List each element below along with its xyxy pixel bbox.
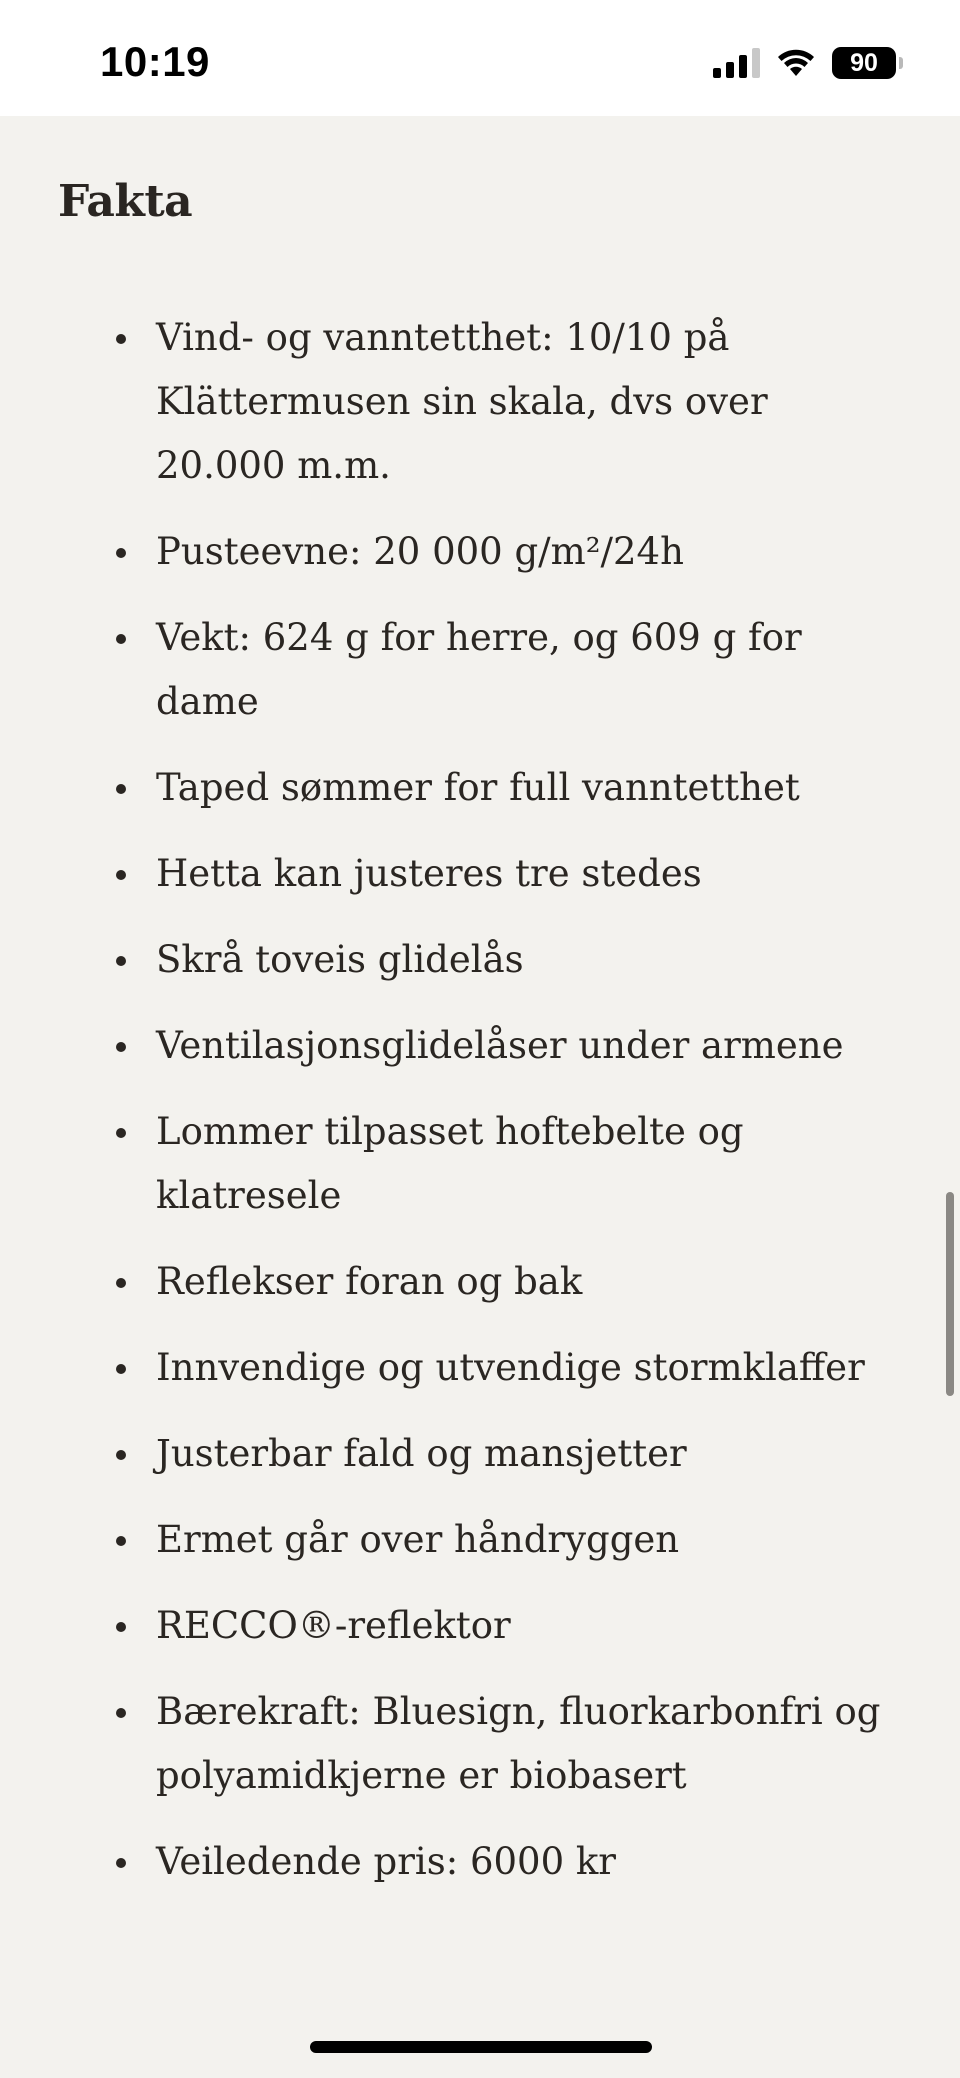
fact-text: Vind- og vanntetthet: 10/10 på Klättermusen sin skala, dvs over 20.000 m.m. (156, 316, 768, 487)
fact-text: Innvendige og utvendige stormklaffer (156, 1346, 865, 1389)
bullet-icon (116, 1622, 126, 1632)
fact-text: Veiledende pris: 6000 kr (156, 1840, 616, 1883)
fact-list-item (116, 1250, 896, 1314)
bullet-icon (116, 956, 126, 966)
status-time: 10:19 (100, 38, 210, 85)
fact-list-item (116, 1594, 896, 1658)
signal-icon (713, 48, 760, 78)
fact-text: Reflekser foran og bak (156, 1260, 583, 1303)
section-title: Fakta (58, 176, 193, 227)
fact-text: Hetta kan justeres tre stedes (156, 852, 702, 895)
home-indicator[interactable] (310, 2041, 652, 2053)
status-bar (0, 0, 960, 116)
fact-text: Taped sømmer for full vanntetthet (156, 766, 800, 809)
fact-list-item (116, 306, 896, 498)
wifi-icon (776, 48, 816, 78)
fact-list-item (116, 1100, 896, 1228)
fact-text: Vekt: 624 g for herre, og 609 g for dame (156, 616, 802, 723)
fact-list-item (116, 928, 896, 992)
fact-text: Pusteevne: 20 000 g/m²/24h (156, 530, 684, 573)
bullet-icon (116, 1128, 126, 1138)
fact-list-item (116, 1830, 896, 1894)
bullet-icon (116, 784, 126, 794)
fact-text: Ermet går over håndryggen (156, 1518, 680, 1561)
battery-icon (832, 47, 896, 79)
fact-text: Justerbar fald og mansjetter (156, 1432, 687, 1475)
status-icons (713, 46, 896, 80)
bullet-icon (116, 1536, 126, 1546)
bullet-icon (116, 1708, 126, 1718)
bullet-icon (116, 548, 126, 558)
bullet-icon (116, 1278, 126, 1288)
fact-text: Ventilasjonsglidelåser under armene (156, 1024, 844, 1067)
bullet-icon (116, 1450, 126, 1460)
bullet-icon (116, 634, 126, 644)
bullet-icon (116, 1858, 126, 1868)
bullet-icon (116, 1364, 126, 1374)
fact-list-item (116, 1422, 896, 1486)
fact-list-item (116, 1680, 896, 1808)
fact-list-item (116, 520, 896, 584)
battery-level: 90 (850, 48, 878, 77)
scrollbar[interactable] (946, 1192, 954, 1396)
fact-text: Bærekraft: Bluesign, fluorkarbonfri og polyamidkjerne er biobasert (156, 1690, 881, 1797)
fact-list-item (116, 1336, 896, 1400)
fact-list-item (116, 756, 896, 820)
fact-list-item (116, 842, 896, 906)
fact-text: Skrå toveis glidelås (156, 938, 524, 981)
fact-list-item (116, 606, 896, 734)
fact-text: RECCO®-reflektor (156, 1604, 511, 1647)
bullet-icon (116, 1042, 126, 1052)
bullet-icon (116, 870, 126, 880)
fact-list (116, 306, 896, 1916)
fact-list-item (116, 1014, 896, 1078)
bullet-icon (116, 334, 126, 344)
fact-text: Lommer tilpasset hoftebelte og klatresele (156, 1110, 744, 1217)
fact-list-item (116, 1508, 896, 1572)
